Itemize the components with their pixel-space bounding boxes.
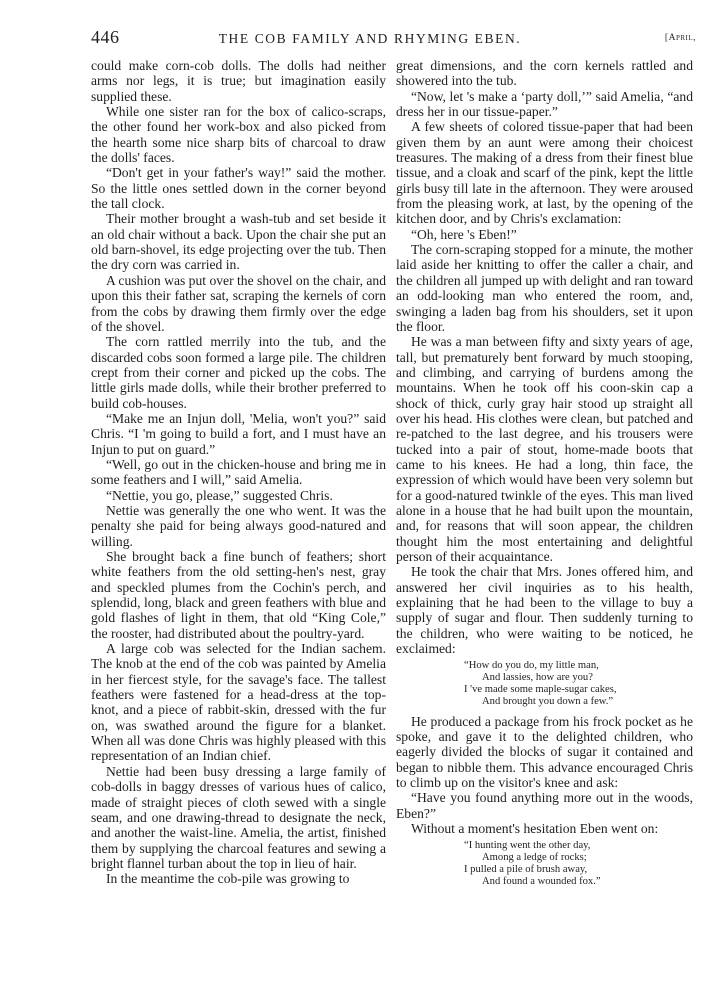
verse-line: I pulled a pile of brush away, <box>464 863 588 875</box>
paragraph: In the meantime the cob-pile was growing to <box>105 871 350 887</box>
paragraph: “Now, let 's make a ‘party doll,’” said Amelia, “and dress her in our tissue-paper.” <box>396 88 693 120</box>
paragraph: “Nettie, you go, please,” suggested Chris. <box>105 487 333 503</box>
paragraph: The corn rattled merrily into the tub, and the discarded cobs soon formed a large pile. The children crept from their corner and picked up the cobs. The little girls made dolls, while their brother preferred to build cob-houses. <box>91 334 386 411</box>
verse-stanza <box>396 840 693 887</box>
paragraph: She brought back a fine bunch of feathers; short white feathers from the old setting-hen's nest, gray and speckled plumes from the Cochin's perch, and splendid, long, black and green feathers with blue and gold flashes of light in them, that old “King Cole,” the rooster, had distributed about the poultry-yard. <box>91 549 386 641</box>
verse-line: And brought you down a few.” <box>482 695 614 707</box>
paragraph: Nettie was generally the one who went. It was the penalty she paid for being always good-natured and willing. <box>91 502 386 549</box>
right-text-column <box>396 58 693 894</box>
paragraph: “Oh, here 's Eben!” <box>410 226 517 242</box>
paragraph: He produced a package from his frock pocket as he spoke, and gave it to the delighted children, who eagerly divided the blocks of sugar it contained and began to nibble them. This advance encouraged Chris to climb up on the visitor's knee and ask: <box>396 713 693 790</box>
paragraph: “Make me an Injun doll, 'Melia, won't you?” said Chris. “I 'm going to build a fort, and I must have an Injun to put on guard.” <box>91 410 386 457</box>
paragraph: A few sheets of colored tissue-paper that had been given them by an aunt were among their choicest treasures. The making of a dress from their finest blue tissue, and a cloak and scarf of the pink, kept the little girls busy till late in the afternoon. They were aroused from the pleasing work, at last, by the opening of the kitchen door, and by Chris's exclamation: <box>396 119 693 227</box>
paragraph: could make corn-cob dolls. The dolls had neither arms nor legs, it is true; but imagination easily supplied these. <box>91 58 386 104</box>
paragraph: “Have you found anything more out in the woods, Eben?” <box>396 790 693 821</box>
verse-line: “I hunting went the other day, <box>464 840 591 852</box>
paragraph: A cushion was put over the shovel on the chair, and upon this their father sat, scraping the kernels of corn from the cobs by drawing them firmly over the edge of the shovel. <box>91 272 386 334</box>
verse-line: And found a wounded fox.” <box>482 875 601 887</box>
issue-month: [April, <box>664 33 696 43</box>
verse-line: “How do you do, my little man, <box>464 660 599 672</box>
paragraph: While one sister ran for the box of calico-scraps, the other found her work-box and also picked from the hearth some nice sharp bits of charcoal to draw the dolls' faces. <box>91 104 386 166</box>
paragraph: He took the chair that Mrs. Jones offered him, and answered her civil inquiries as to his health, explaining that he had been to the village to buy a supply of sugar and flour. Then suddenly turning to the children, who were waiting to be noticed, he exclaimed: <box>396 564 693 657</box>
paragraph: Their mother brought a wash-tub and set beside it an old chair without a back. Upon the chair she put an old barn-shovel, its edge projecting over the tub. Then the dry corn was carried in. <box>91 211 386 273</box>
paragraph: great dimensions, and the corn kernels rattled and showered into the tub. <box>396 58 693 89</box>
verse-line: I 've made some maple-sugar cakes, <box>464 684 617 695</box>
paragraph: Without a moment's hesitation Eben went on: <box>410 821 659 836</box>
paragraph: “Well, go out in the chicken-house and bring me in some feathers and I will,” said Amelia. <box>91 456 386 488</box>
paragraph: A large cob was selected for the Indian sachem. The knob at the end of the cob was painted by Amelia in her fiercest style, for the savage's face. The tallest feathers were fastened for a head-dress at the top-knot, and a piece of rabbit-skin, dressed with the fur on, was swathed around the figure for a blanket. When all was done Chris was highly pleased with this representation of an Indian chief. <box>91 641 386 764</box>
left-text-column <box>91 58 386 887</box>
paragraph: “Don't get in your father's way!” said the mother. So the little ones settled down in the corner beyond the tall clock. <box>91 165 386 212</box>
paragraph: The corn-scraping stopped for a minute, the mother laid aside her knitting to offer the caller a chair, and the children all jumped up with delight and ran toward an odd-looking man who entered the room, and, swinging a laden bag from his shoulders, set it upon the floor. <box>396 242 693 334</box>
running-title: THE COB FAMILY AND RHYMING EBEN. <box>218 31 522 46</box>
paragraph: Nettie had been busy dressing a large family of cob-dolls in baggy dresses of various hues of calico, made of straight pieces of cloth sewed with a single seam, and one drawing-thread to designate the neck, and another the waist-line. Amelia, the artist, finished them by supplying the charcoal features and sewing a bright flannel turban about the top in lieu of hair. <box>91 763 386 871</box>
verse-line: And lassies, how are you? <box>482 672 593 684</box>
paragraph: He was a man between fifty and sixty years of age, tall, but prematurely bent forward by much stooping, and climbing, and carrying of burdens among the mountains. When he took off his coon-skin cap a shock of thick, curly gray hair stood up straight all over his head. His clothes were clean, but patched and re-patched to the last degree, and his trousers were tucked into a pair of stout, home-made boots that came to his knees. He had a long, thin face, the expression of which would have been very solemn but for a good-natured twinkle of the eyes. This man lived alone in a house that he had built upon the mountain, and, for reasons that will soon appear, the children thought him the most entertaining and delightful person of their acquaintance. <box>396 334 693 564</box>
verse-line: Among a ledge of rocks; <box>482 852 587 864</box>
page-number: 446 <box>91 27 120 47</box>
verse-stanza <box>396 660 693 707</box>
running-header <box>0 27 726 49</box>
